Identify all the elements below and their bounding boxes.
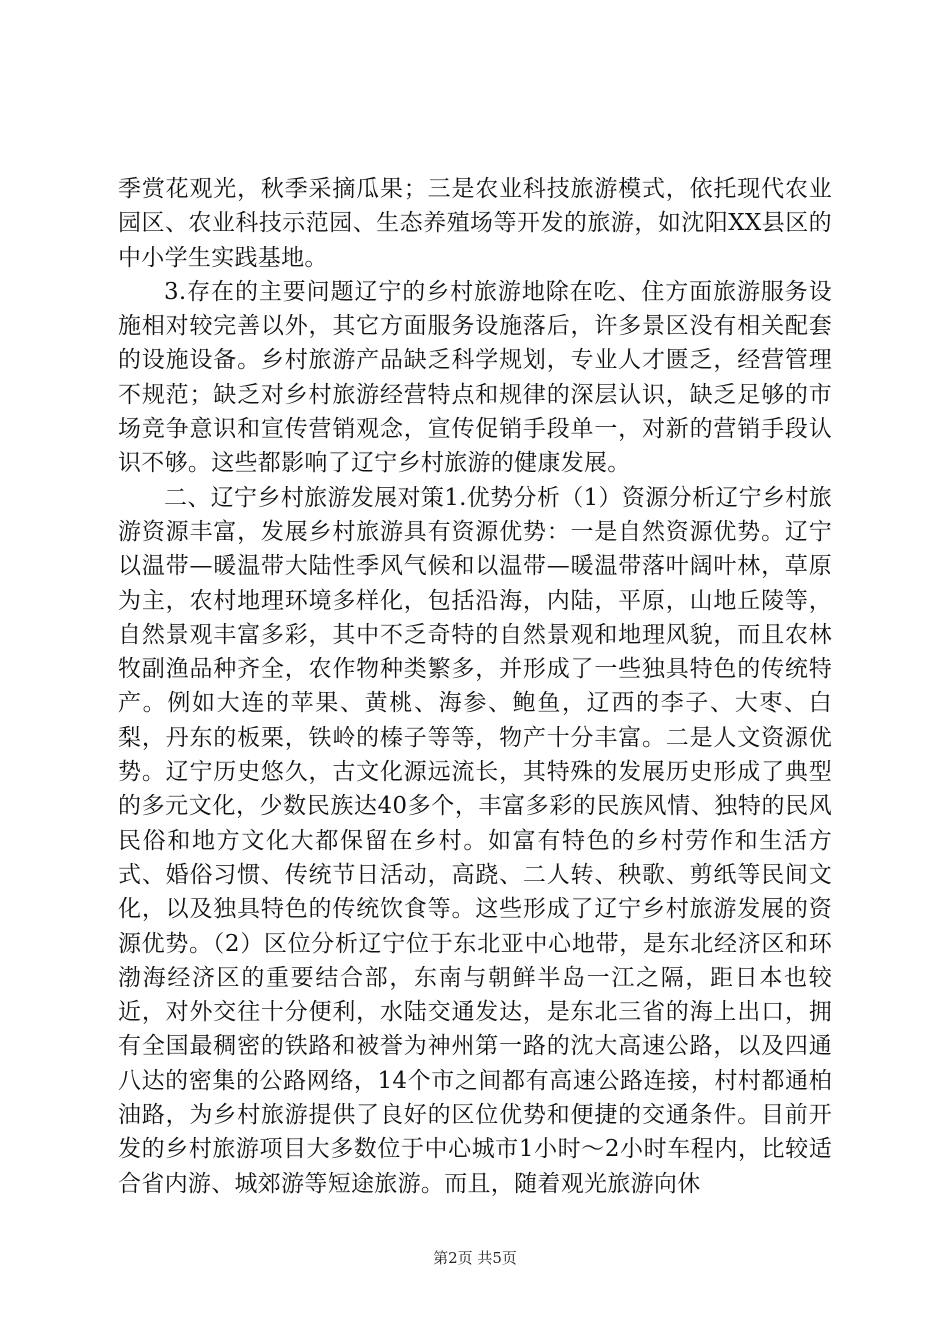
paragraph-2: 3.存在的主要问题辽宁的乡村旅游地除在吃、住方面旅游服务设施相对较完善以外，其它方面服务设施落后，许多景区没有相关配套的设施设备。乡村旅游产品缺乏科学规划，专业人才匮乏，经营管理不规范；缺乏对乡村旅游经营特点和规律的深层认识，缺乏足够的市场竞争意识和宣传营销观念，宣传促销手段单一，对新的营销手段认识不够。这些都影响了辽宁乡村旅游的健康发展。 [118,278,832,477]
document-body [118,172,832,1201]
paragraph-1: 季赏花观光，秋季采摘瓜果；三是农业科技旅游模式，依托现代农业园区、农业科技示范园、生态养殖场等开发的旅游，如沈阳XX县区的中小学生实践基地。 [118,176,832,271]
page-footer: 第2页 共5页 [433,1249,517,1267]
paragraph-3: 二、辽宁乡村旅游发展对策1.优势分析（1）资源分析辽宁乡村旅游资源丰富，发展乡村旅游具有资源优势：一是自然资源优势。辽宁以温带—暖温带大陆性季风气候和以温带—暖温带落叶阔叶林，草原为主，农村地理环境多样化，包括沿海，内陆，平原，山地丘陵等，自然景观丰富多彩，其中不乏奇特的自然景观和地理风貌，而且农林牧副渔品种齐全，农作物种类繁多，并形成了一些独具特色的传统特产。例如大连的苹果、黄桃、海参、鲍鱼，辽西的李子、大枣、白梨，丹东的板栗，铁岭的榛子等等，物产十分丰富。二是人文资源优势。辽宁历史悠久，古文化源远流长，其特殊的发展历史形成了典型的多元文化，少数民族达40多个，丰富多彩的民族风情、独特的民风民俗和地方文化大都保留在乡村。如富有特色的乡村劳作和生活方式、婚俗习惯、传统节日活动，高跷、二人转、秧歌、剪纸等民间文化，以及独具特色的传统饮食等。这些形成了辽宁乡村旅游发展的资源优势。（2）区位分析辽宁位于东北亚中心地带，是东北经济区和环渤海经济区的重要结合部，东南与朝鲜半岛一江之隔，距日本也较近，对外交往十分便利，水陆交通发达，是东北三省的海上出口，拥有全国最稠密的铁路和被誉为神州第一路的沈大高速公路，以及四通八达的密集的公路网络，14个市之间都有高速公路连接，村村都通柏油路，为乡村旅游提供了良好的区位优势和便捷的交通条件。目前开发的乡村旅游项目大多数位于中心城市1小时～2小时车程内，比较适合省内游、城郊游等短途旅游。而且，随着观光旅游向休 [118,484,832,1197]
